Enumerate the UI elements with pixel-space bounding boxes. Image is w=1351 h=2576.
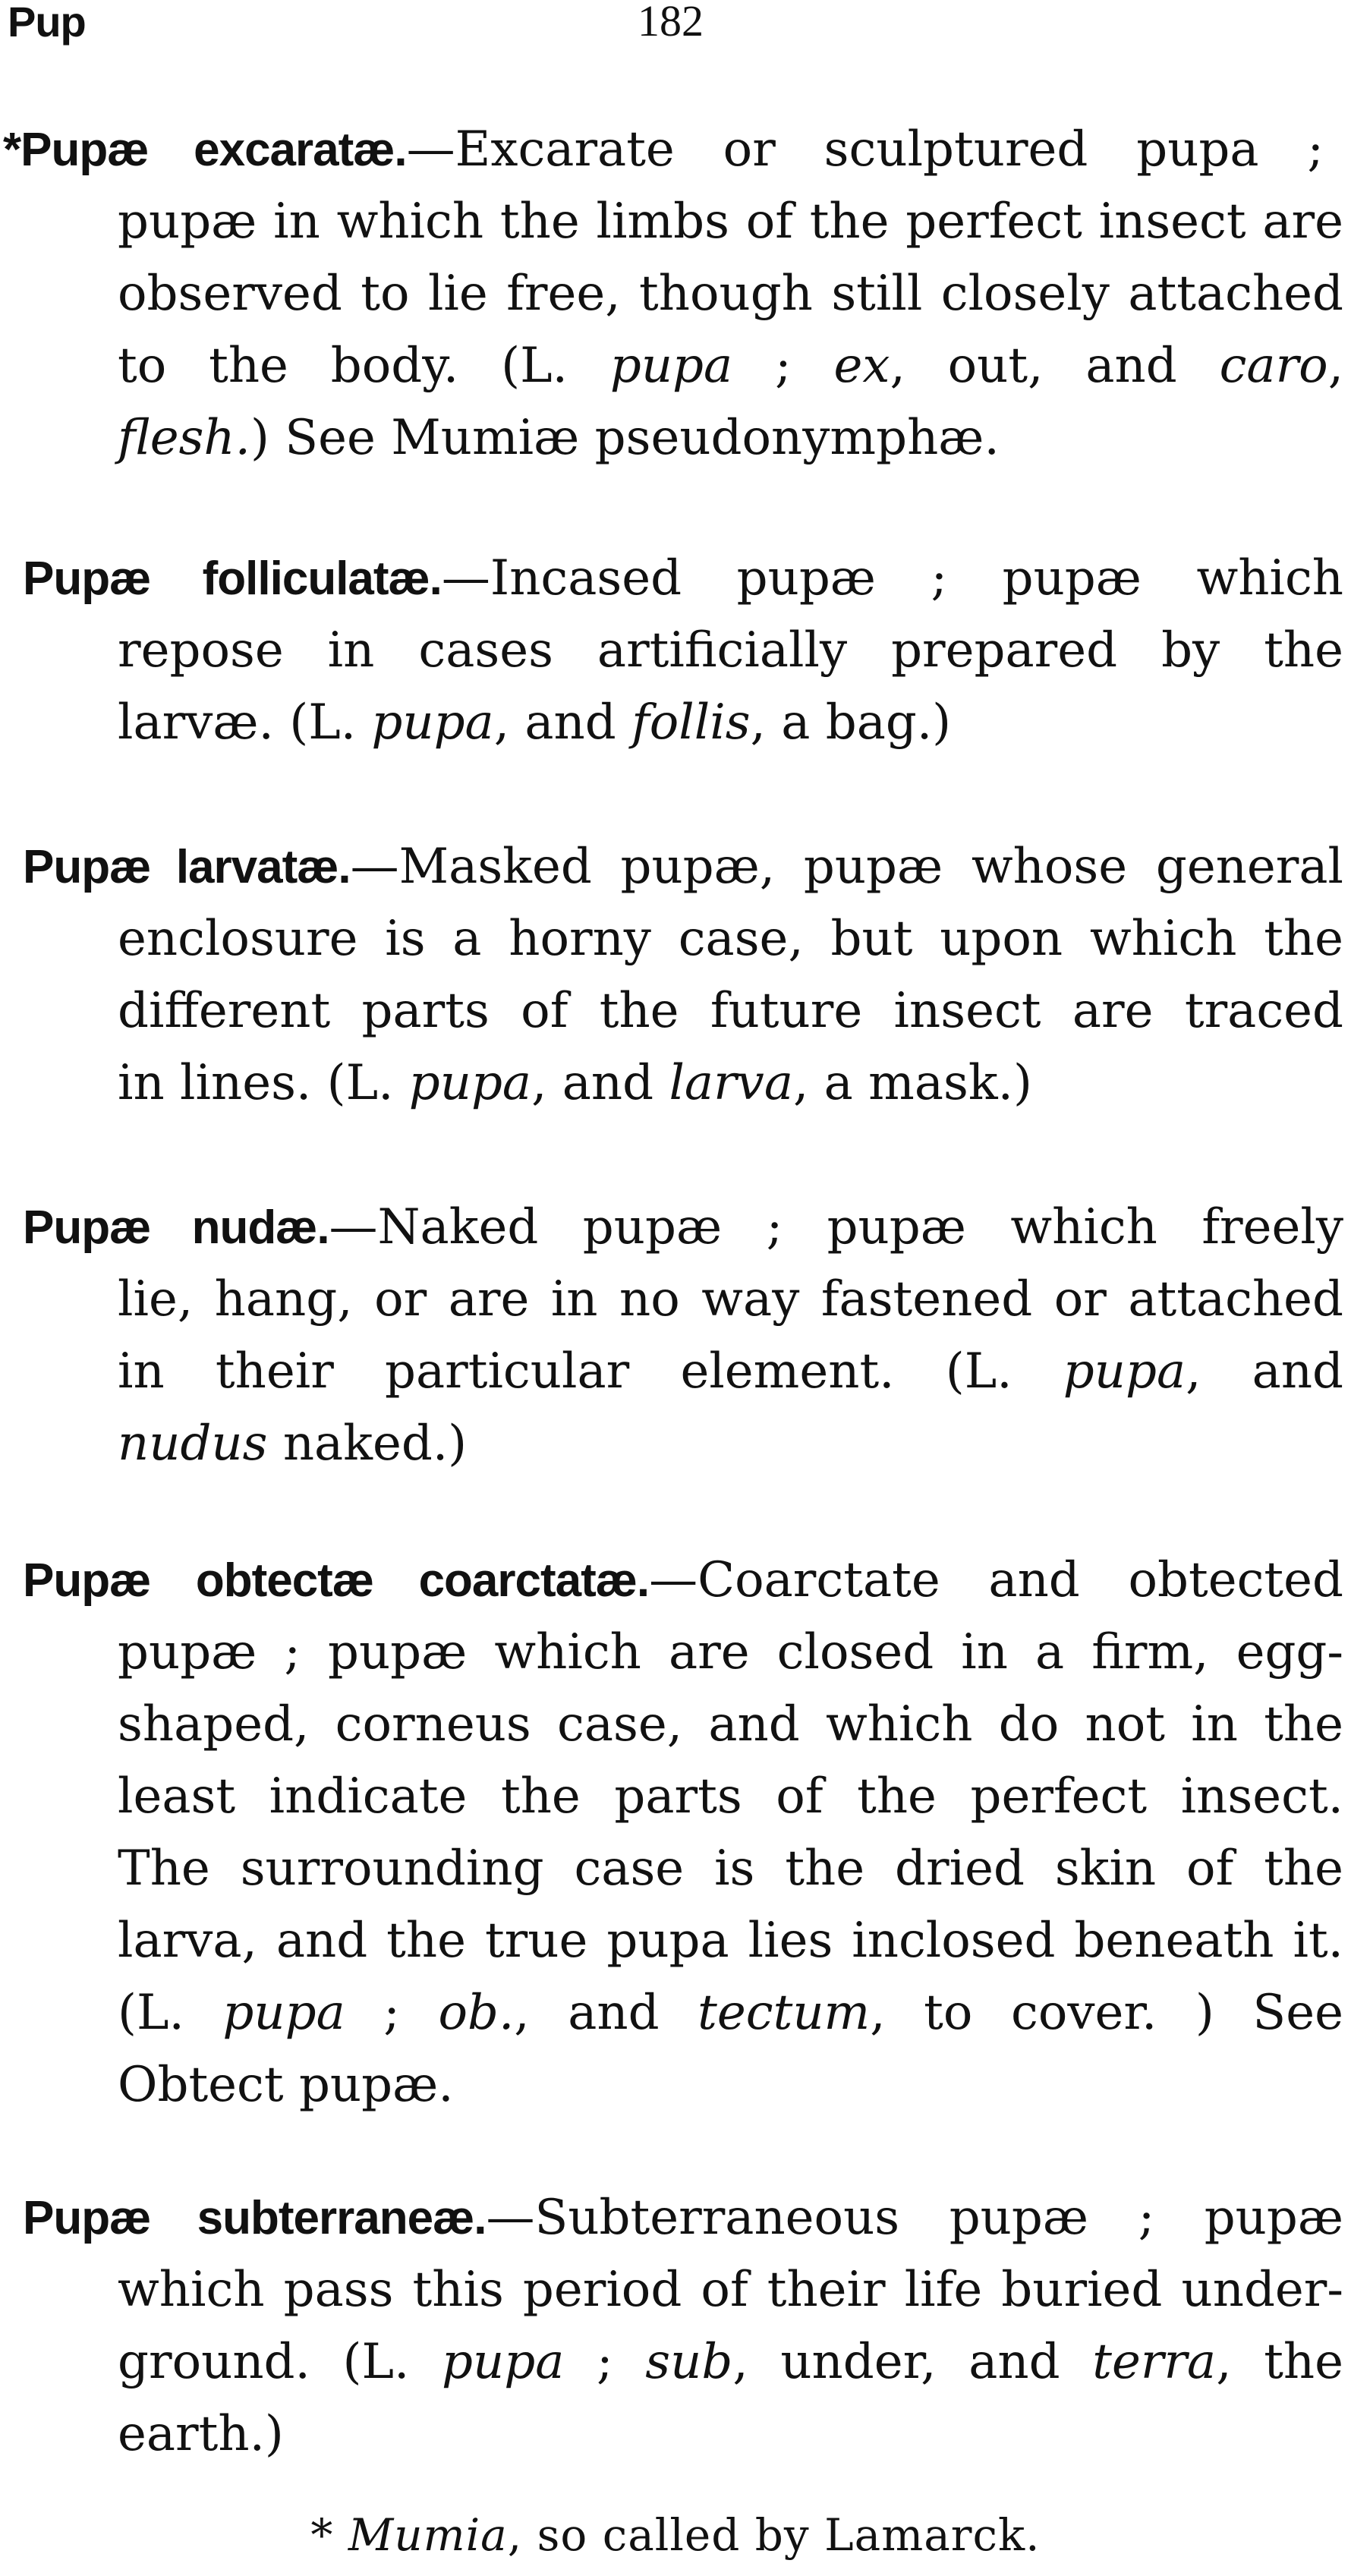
entry-text: shaped, corneus case, and which do not in the [118,1696,1343,1752]
entry-text: (L. [118,1985,223,2041]
entry-text: , and [493,694,632,751]
entry-line [118,1336,1343,1408]
entry-text: least indicate the parts of the perfect insect. [118,1768,1343,1825]
italic-term: pupa [408,1055,532,1111]
entry-text: —Incased pupæ ; pupæ which [441,550,1344,606]
footnote-marker: * [310,2509,348,2561]
entry-text: Obtect pupæ. [118,2057,454,2113]
entry-text: ground. (L. [118,2334,442,2390]
headword: Pupæ subterraneæ. [23,2192,487,2244]
italic-term: pupa [609,338,733,394]
headword: Pupæ obtectæ coarctatæ. [23,1554,650,1607]
entry-text: , out, and [890,338,1220,394]
italic-term: ex [833,338,890,394]
entry-text: —Coarctate and obtected [649,1552,1343,1608]
entry-line [118,687,1343,759]
entry-text: , and [1186,1343,1344,1400]
entry-text: lie, hang, or are in no way fastened or attached [118,1271,1343,1327]
entry-first-line [3,114,1324,186]
entry-text: pupæ ; pupæ which are closed in a firm, egg- [118,1624,1343,1680]
entry-text: earth.) [118,2406,284,2462]
entry-text: which pass this period of their life buried under- [118,2262,1343,2318]
entry-text: The surrounding case is the dried skin of the [118,1841,1343,1897]
entry-text: to the body. (L. [118,338,610,394]
entry-text: ; [564,2334,646,2390]
entry-text: —Excarate or sculptured pupa ; [406,121,1324,178]
footnote-text: , so called by Lamarck. [507,2509,1041,2561]
italic-term: ob. [438,1985,515,2041]
italic-term: terra [1092,2334,1217,2390]
entry-line [118,1047,1343,1120]
entry-text: , a mask.) [792,1055,1032,1111]
entry-text: , to cover. ) See [870,1985,1344,2041]
entry-line [118,1617,1343,1689]
entry-text: —Subterraneous pupæ ; pupæ [486,2190,1343,2246]
headword: Pupæ larvatæ. [23,841,351,893]
entry-text: different parts of the future insect are traced [118,983,1343,1039]
entry-text: naked.) [267,1416,468,1472]
italic-term: follis [631,694,751,751]
entry-line [118,903,1343,975]
entry-text: in lines. (L. [118,1055,409,1111]
italic-term: tectum [698,1985,871,2041]
entry-text: —Naked pupæ ; pupæ which freely [329,1199,1344,1255]
entry-text: , [1327,338,1344,394]
entry-line [118,2398,1343,2471]
page-header [0,0,1351,53]
entry-text: —Masked pupæ, pupæ whose general [350,839,1344,895]
footnote [0,2505,1351,2565]
entry-line [118,1977,1343,2049]
entry-text: , and [514,1985,698,2041]
entry-line [118,1905,1343,1977]
headword: *Pupæ excaratæ. [3,124,407,176]
entry-first-line [23,1192,1343,1264]
italic-term: sub [645,2334,733,2390]
entry-line [118,615,1343,687]
entry-text: larva, and the true pupa lies inclosed beneath it. [118,1913,1343,1969]
entry-text: observed to lie free, though still closely attached [118,266,1343,322]
entry-text: larvæ. (L. [118,694,372,751]
italic-term: pupa [442,2334,565,2390]
entry-line [118,1833,1343,1905]
footnote-italic: Mumia [348,2509,508,2561]
italic-term: pupa [371,694,494,751]
entry-first-line [23,543,1343,615]
entry-text: in their particular element. (L. [118,1343,1063,1400]
entry-text: , and [531,1055,669,1111]
entry-line [118,2326,1343,2398]
entry-line [118,975,1343,1047]
entry-line [118,2049,1343,2121]
entry-line [118,186,1343,258]
entry-line [118,1264,1343,1336]
italic-term: nudus [118,1416,268,1472]
italic-term: caro [1219,338,1328,394]
entry-text: ) See Mumiæ pseudonymphæ. [250,410,1000,466]
entry-text: enclosure is a horny case, but upon which the [118,911,1343,967]
entry-line [118,2254,1343,2326]
italic-term: flesh. [118,410,250,466]
entry-line [118,330,1343,402]
entry-first-line [23,1545,1343,1617]
entry-first-line [23,2182,1343,2254]
entry-line [118,402,1343,474]
headword: Pupæ folliculatæ. [23,553,442,605]
italic-term: pupa [1063,1343,1186,1400]
headword: Pupæ nudæ. [23,1201,329,1254]
entry-text: repose in cases artificially prepared by the [118,622,1343,679]
entry-line [118,1761,1343,1833]
entry-line [118,1408,1343,1480]
page-number: 182 [638,0,704,46]
italic-term: larva [669,1055,793,1111]
entry-text: pupæ in which the limbs of the perfect insect are [118,194,1343,250]
entry-first-line [23,831,1343,903]
entry-text: , under, and [732,2334,1093,2390]
entry-text: , the [1216,2334,1344,2390]
entry-line [118,1689,1343,1761]
entry-text: , a bag.) [750,694,952,751]
entry-text: ; [345,1985,439,2041]
italic-term: pupa [222,1985,345,2041]
running-head: Pup [8,0,86,46]
entry-line [118,258,1343,330]
entry-text: ; [732,338,834,394]
